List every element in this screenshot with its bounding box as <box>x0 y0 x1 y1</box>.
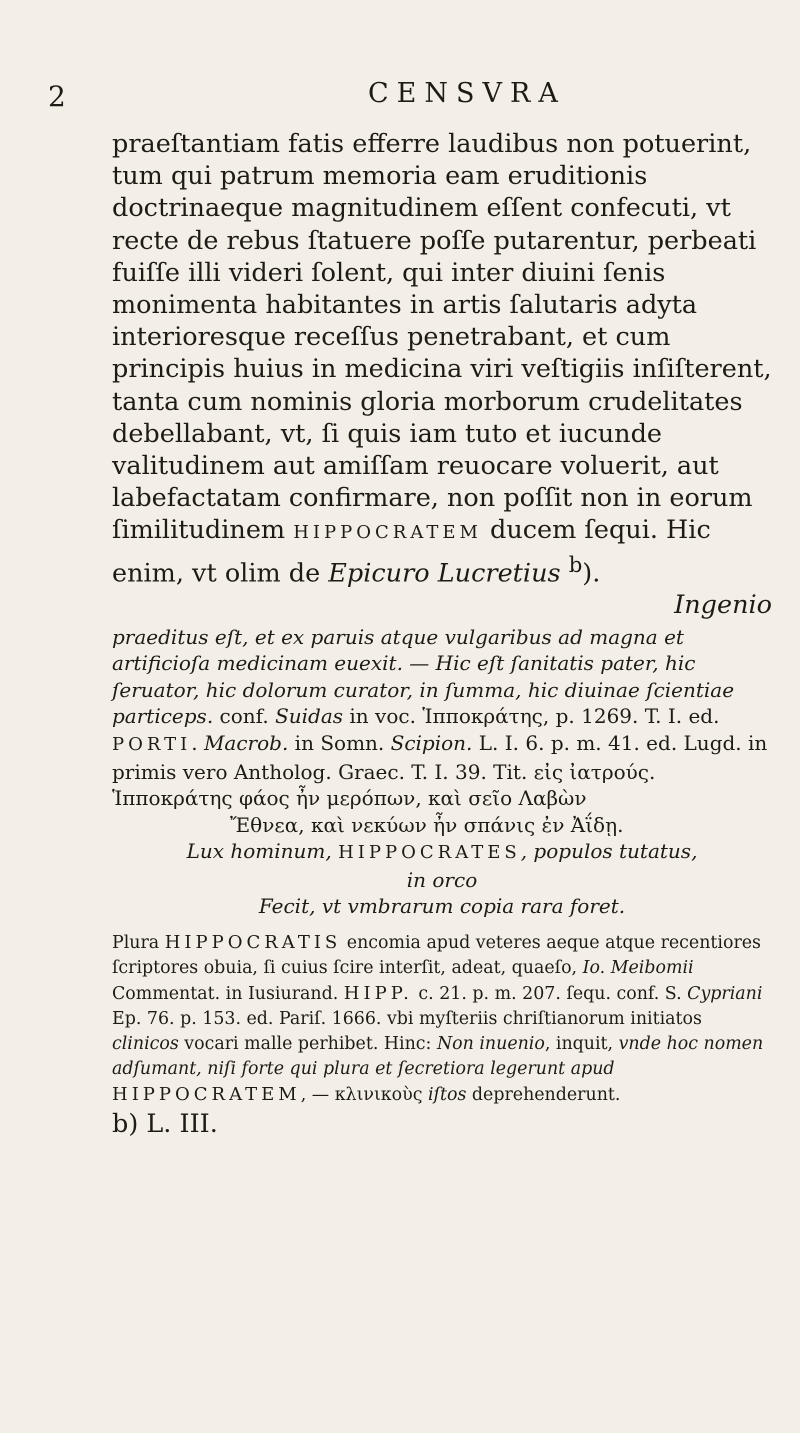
notes-paragraph: Plura HIPPOCRATIS encomia apud veteres aeque atque recentiores ſcriptores obuia, ſi cuius ſcire interſit, adeat, quaeſo, Io. Meibomii Commentat. in Iusiurand. HIPP. c. 21. p. m. 207. ſequ. conf. S. Cypriani Ep. 76. p. 153. ed. Pariſ. 1666. vbi myſteriis chriſtianorum initiatos clinicos vocari malle perhibet. Hinc: Non inuenio, inquit, vnde hoc nomen adſumant, niſi forte qui plura et ſecretiora legerunt apud HIPPOCRATEM, — κλινικοὺς iſtos deprehenderunt. <box>112 932 764 1106</box>
page-header <box>0 74 800 114</box>
ingenio-line: Ingenio <box>674 590 772 621</box>
page-number: 2 <box>48 80 66 113</box>
main-text <box>112 128 772 1140</box>
latin-verse-line-3: Fecit, vt vmbrarum copia rara foret. <box>258 894 626 919</box>
notes-block <box>112 930 772 1108</box>
footnote: b) L. III. <box>112 1109 218 1140</box>
name-hippocratem: HIPPOCRATEM <box>293 522 482 544</box>
paragraph-main: praeſtantiam fatis efferre laudibus non potuerint, tum qui patrum memoria eam eruditionis doctrinaeque magnitudinem eſſent confecuti, vt recte de rebus ſtatuere poſſe putarentur, perbeati fuiſſe illi videri ſolent, qui inter diuini ſenis monimenta habitantes in artis ſalutaris adyta interioresque receſſus penetrabant, et cum principis huius in medicina viri veſtigiis inſiſterent, tanta cum nominis gloria morborum crudelitates debellabant, vt, ſi quis iam tuto et iucunde valitudinem aut amiſſam reuocare voluerit, aut labefactatam confirmare, non poſſit non in eorum ſimilitudinem HIPPOCRATEM ducem ſequi. Hic enim, vt olim de Epicuro Lucretius $^b$). <box>112 129 772 589</box>
italic-paragraph: praeditus eſt, et ex paruis atque vulgaribus ad magna et artificioſa medicinam euexit. — Hic eſt ſanitatis pater, hic ſeruator, hic dolorum curator, in ſumma, hic diuinae ſcientiae particeps. conf. Suidas in voc. Ἱπποκράτης, p. 1269. T. I. ed. PORTI. Macrob. in Somn. Scipion. L. I. 6. p. m. 41. ed. Lugd. in primis vero Antholog. Graec. T. I. 39. Tit. εἰς ἰατρούς. <box>112 624 768 784</box>
latin-verse-line-1: Lux hominum, HIPPOCRATES, populos tutatus, <box>186 839 698 864</box>
name-epicuro-lucretius: Epicuro Lucretius <box>328 558 561 589</box>
greek-verse-line-1: Ἱπποκράτης φάος ἦν μερόπων, καὶ σεῖο Λαβὼν <box>112 786 587 811</box>
greek-verse-line-2: Ἔθνεα, καὶ νεκύων ἦν σπάνις ἐν Ἀΐδῃ. <box>230 812 624 837</box>
footnote-ref: b <box>568 552 583 578</box>
latin-verse-line-2: in orco <box>406 867 478 892</box>
quote-block <box>112 624 772 921</box>
running-head: CENSVRA <box>368 78 566 109</box>
